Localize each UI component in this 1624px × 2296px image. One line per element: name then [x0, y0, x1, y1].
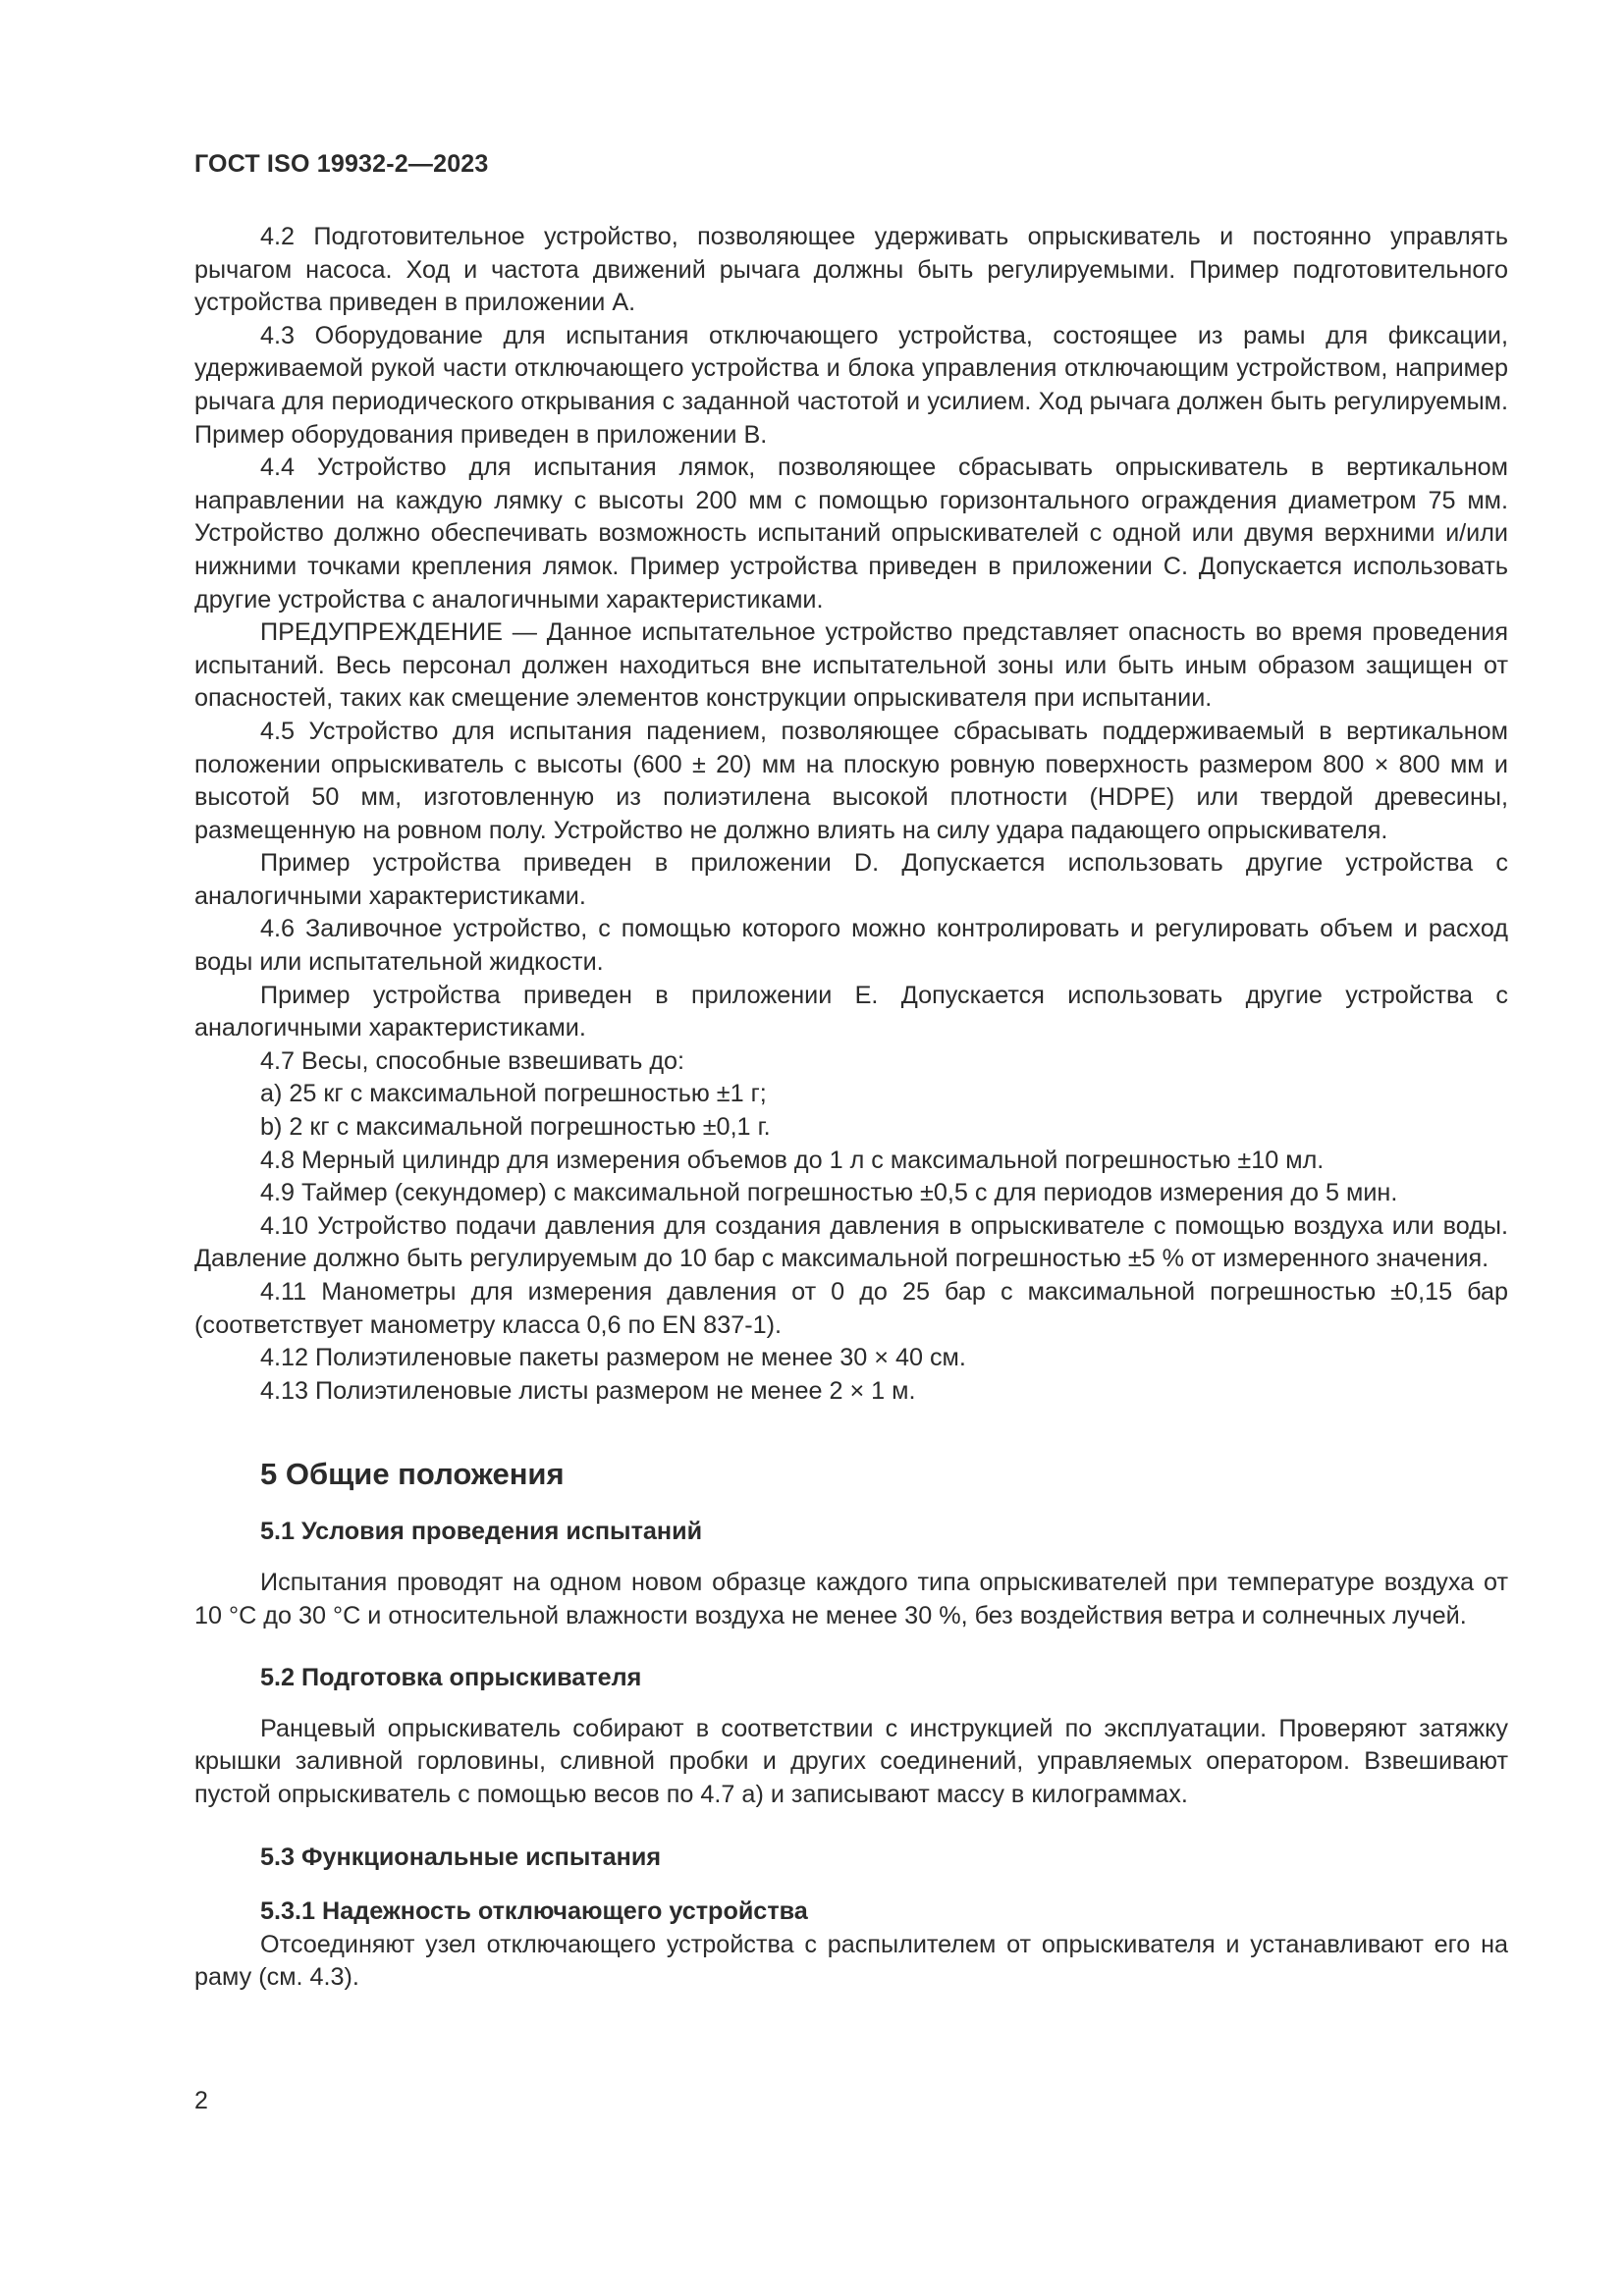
list-item-b: b) 2 кг с максимальной погрешностью ±0,1 г.: [260, 1113, 771, 1142]
list-item-a: a) 25 кг с максимальной погрешностью ±1 г;: [260, 1080, 767, 1108]
section-5-1-heading: 5.1 Условия проведения испытаний: [260, 1518, 703, 1546]
section-5-3-1-text: Отсоединяют узел отключающего устройства с распылителем от опрыскивателя и устанавливают его на раму (см. 4.3).: [194, 1930, 1508, 1992]
paragraph-4-6: 4.6 Заливочное устройство, с помощью которого можно контролировать и регулировать объем и расход воды или испытательной жидкости.: [194, 915, 1508, 977]
paragraph-4-13: 4.13 Полиэтиленовые листы размером не менее 2 × 1 м.: [260, 1376, 916, 1405]
paragraph-4-12: 4.12 Полиэтиленовые пакеты размером не менее 30 × 40 см.: [260, 1344, 966, 1372]
page-number: 2: [194, 2087, 208, 2114]
paragraph-4-5-example: Пример устройства приведен в приложении D. Допускается использовать другие устройства с аналогичными характеристиками.: [194, 849, 1508, 910]
section-5-2-heading: 5.2 Подготовка опрыскивателя: [260, 1664, 642, 1692]
paragraph-4-5: 4.5 Устройство для испытания падением, позволяющее сбрасывать поддерживаемый в вертикальном положении опрыскиватель с высоты (600 ± 20) мм на плоскую ровную поверхность размером 800 × 800 мм и высотой 50 мм, изготовленную из полиэтилена высокой плотности (HDPE) или твердой древесины, размещенную на ровном полу. Устройство не должно влиять на силу удара падающего опрыскивателя.: [194, 717, 1508, 844]
document-code: ГОСТ ISO 19932-2—2023: [194, 150, 489, 178]
paragraph-4-7: 4.7 Весы, способные взвешивать до:: [260, 1046, 685, 1075]
section-5-1-text: Испытания проводят на одном новом образце каждого типа опрыскивателей при температуре воздуха от 10 °C до 30 °C и относительной влажности воздуха не менее 30 %, без воздействия ветра и солнечных лучей.: [194, 1568, 1508, 1629]
section-5-2-text: Ранцевый опрыскиватель собирают в соответствии с инструкцией по эксплуатации. Проверяют затяжку крышки заливной горловины, сливной пробки и других соединений, управляемых оператором. Взвешивают пустой опрыскиватель с помощью весов по 4.7 a) и записывают массу в килограммах.: [194, 1714, 1508, 1808]
paragraph-4-6-example: Пример устройства приведен в приложении E. Допускается использовать другие устройства с аналогичными характеристиками.: [194, 981, 1508, 1042]
warning-paragraph: ПРЕДУПРЕЖДЕНИЕ — Данное испытательное устройство представляет опасность во время проведения испытаний. Весь персонал должен находиться вне испытательной зоны или быть иным образом защищен от опасностей, таких как смещение элементов конструкции опрыскивателя при испытании.: [194, 618, 1508, 713]
paragraph-4-8: 4.8 Мерный цилиндр для измерения объемов до 1 л с максимальной погрешностью ±10 мл.: [260, 1146, 1325, 1174]
paragraph-4-4: 4.4 Устройство для испытания лямок, позволяющее сбрасывать опрыскиватель в вертикальном направлении на каждую лямку с высоты 200 мм с помощью горизонтального ограждения диаметром 75 мм. Устройство должно обеспечивать возможность испытаний опрыскивателей с одной или двумя верхними и/или нижними точками крепления лямок. Пример устройства приведен в приложении C. Допускается использовать другие устройства с аналогичными характеристиками.: [194, 454, 1508, 614]
page-body: [194, 221, 1508, 1995]
paragraph-4-9: 4.9 Таймер (секундомер) с максимальной погрешностью ±0,5 с для периодов измерения до 5 мин.: [260, 1179, 1398, 1207]
section-5-heading: 5 Общие положения: [260, 1457, 565, 1492]
section-5-3-heading: 5.3 Функциональные испытания: [260, 1842, 662, 1871]
paragraph-4-10: 4.10 Устройство подачи давления для создания давления в опрыскивателе с помощью воздуха или воды. Давление должно быть регулируемым до 10 бар с максимальной погрешностью ±5 % от измеренного значения.: [194, 1211, 1508, 1273]
paragraph-4-2: 4.2 Подготовительное устройство, позволяющее удерживать опрыскиватель и постоянно управлять рычагом насоса. Ход и частота движений рычага должны быть регулируемыми. Пример подготовительного устройства приведен в приложении A.: [194, 223, 1508, 317]
paragraph-4-3: 4.3 Оборудование для испытания отключающего устройства, состоящее из рамы для фиксации, удерживаемой рукой части отключающего устройства и блока управления отключающим устройством, например рычага для периодического открывания с заданной частотой и усилием. Ход рычага должен быть регулируемым. Пример оборудования приведен в приложении B.: [194, 321, 1508, 449]
section-5-3-1-heading: 5.3.1 Надежность отключающего устройства: [260, 1897, 808, 1926]
paragraph-4-11: 4.11 Манометры для измерения давления от 0 до 25 бар с максимальной погрешностью ±0,15 бар (соответствует манометру класса 0,6 по EN 837-1).: [194, 1278, 1508, 1339]
